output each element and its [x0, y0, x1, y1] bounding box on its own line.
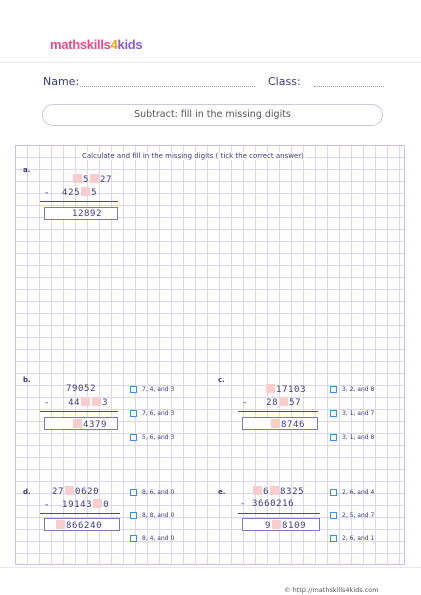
problem-e-option-1: 2, 6, and 4	[342, 489, 375, 496]
problem-e-rule	[238, 513, 320, 514]
problem-e-option-2: 2, 5, and 7	[342, 512, 375, 519]
option-checkbox[interactable]	[130, 535, 137, 542]
problem-e-subtrahend: - 3660216	[240, 499, 295, 509]
problem-e-option-3: 2, 6, and 1	[342, 535, 375, 542]
problem-d-option-1: 8, 6, and 0	[142, 489, 175, 496]
option-checkbox[interactable]	[330, 512, 337, 519]
problem-b-option-3: 5, 6, and 3	[142, 434, 175, 441]
missing-digit-box[interactable]	[65, 486, 74, 495]
option-checkbox[interactable]	[330, 489, 337, 496]
class-line[interactable]	[314, 86, 384, 87]
footer-copyright: © http://mathskills4kids.com	[284, 586, 379, 594]
header-divider	[0, 62, 421, 63]
problem-a-label: a.	[23, 166, 31, 174]
problem-e-difference: 9 8109	[265, 521, 307, 531]
problem-b-rule	[40, 411, 118, 412]
option-checkbox[interactable]	[130, 512, 137, 519]
name-line[interactable]	[80, 86, 255, 87]
problem-c-option-1: 3, 2, and 8	[342, 386, 375, 393]
site-logo: mathskills4kids	[50, 37, 143, 52]
option-checkbox[interactable]	[130, 410, 137, 417]
problem-d-subtrahend: - 19143 0	[44, 500, 110, 510]
missing-digit-box[interactable]	[93, 499, 102, 508]
missing-digit-box[interactable]	[253, 486, 262, 495]
problem-b-option-1: 7, 4, and 3	[142, 386, 175, 393]
missing-digit-box[interactable]	[90, 174, 99, 183]
option-checkbox[interactable]	[130, 434, 137, 441]
problem-c-label: c.	[218, 376, 225, 384]
problem-b-minuend: 79052	[66, 384, 97, 394]
missing-digit-box[interactable]	[279, 397, 288, 406]
missing-digit-box[interactable]	[73, 419, 82, 428]
problem-a-difference: 12892	[72, 209, 103, 219]
missing-digit-box[interactable]	[73, 174, 82, 183]
problem-a-minuend: 5 27	[72, 174, 112, 185]
class-label: Class:	[268, 75, 301, 88]
option-checkbox[interactable]	[330, 535, 337, 542]
missing-digit-box[interactable]	[266, 384, 275, 393]
problem-b-label: b.	[23, 376, 31, 384]
problem-e-minuend: 6 8325	[252, 486, 304, 497]
problem-d-difference: 866240	[55, 520, 102, 531]
problem-d-rule	[40, 513, 120, 514]
option-checkbox[interactable]	[130, 489, 137, 496]
missing-digit-box[interactable]	[81, 187, 90, 196]
option-checkbox[interactable]	[330, 410, 337, 417]
missing-digit-box[interactable]	[270, 486, 279, 495]
problem-c-rule	[238, 411, 318, 412]
problem-a-subtrahend: - 425 5	[44, 188, 98, 198]
name-label: Name:	[43, 75, 80, 88]
problem-c-option-3: 3, 1, and 8	[342, 434, 375, 441]
problem-b-option-2: 7, 6, and 3	[142, 410, 175, 417]
instruction-text: Calculate and fill in the missing digits ( tick the correct answer)	[82, 152, 304, 160]
problem-e-label: e.	[218, 488, 226, 496]
footer-divider	[0, 567, 421, 568]
problem-c-option-2: 3, 1, and 7	[342, 410, 375, 417]
problem-c-minuend: 17103	[265, 384, 306, 395]
missing-digit-box[interactable]	[81, 397, 90, 406]
problem-d-minuend: 27 0620	[52, 487, 100, 497]
option-checkbox[interactable]	[130, 386, 137, 393]
missing-digit-box[interactable]	[271, 419, 280, 428]
problem-c-subtrahend: - 28 57	[242, 398, 302, 408]
problem-b-difference: 4379	[72, 419, 107, 430]
missing-digit-box[interactable]	[272, 520, 281, 529]
missing-digit-box[interactable]	[92, 397, 101, 406]
missing-digit-box[interactable]	[56, 520, 65, 529]
worksheet-title: Subtract: fill in the missing digits	[42, 104, 383, 126]
problem-d-label: d.	[23, 488, 31, 496]
option-checkbox[interactable]	[330, 434, 337, 441]
problem-d-option-2: 8, 8, and 0	[142, 512, 175, 519]
problem-c-difference: 8746	[270, 419, 305, 430]
problem-d-option-3: 8, 4, and 0	[142, 535, 175, 542]
problem-a-rule	[40, 201, 118, 202]
problem-b-subtrahend: - 44 3	[44, 398, 109, 408]
option-checkbox[interactable]	[330, 386, 337, 393]
